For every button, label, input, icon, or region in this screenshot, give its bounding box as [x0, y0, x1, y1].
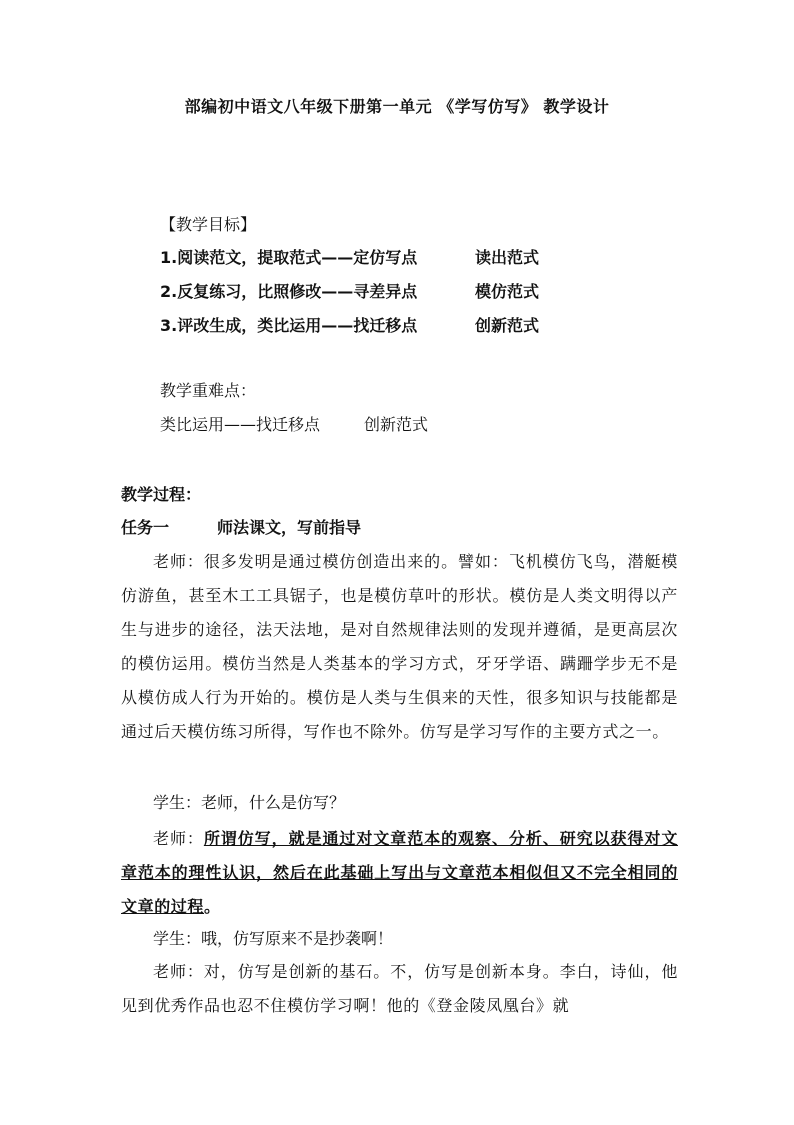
- keypoints-text: 类比运用——找迁移点: [160, 415, 321, 434]
- objective-text: 2.反复练习，比照修改——寻差异点: [160, 282, 418, 301]
- definition-speaker: 老师：: [153, 829, 204, 848]
- student-line: 学生：老师，什么是仿写？: [153, 793, 346, 812]
- objective-text: 1.阅读范文，提取范式——定仿写点: [160, 248, 418, 267]
- objectives-heading: 【教学目标】: [160, 215, 257, 234]
- teacher-paragraph: 老师：对，仿写是创新的基石。不，仿写是创新本身。李白，诗仙，他见到优秀作品也忍不住模仿学习啊！他的《登金陵凤凰台》就: [121, 962, 678, 1015]
- task-number: 任务一: [121, 518, 170, 537]
- document-title: 部编初中语文八年级下册第一单元 《学写仿写》 教学设计: [184, 97, 610, 116]
- definition-end: 。: [204, 897, 221, 916]
- task-heading: [121, 517, 361, 539]
- objective-text: 3.评改生成，类比运用——找迁移点: [160, 316, 418, 335]
- keypoints-tag: 创新范式: [364, 415, 429, 434]
- objective-tag: 读出范式: [475, 248, 540, 267]
- process-heading: 教学过程：: [121, 485, 202, 504]
- definition-paragraph: [121, 822, 678, 924]
- objective-tag: 模仿范式: [475, 282, 540, 301]
- keypoints-heading: 教学重难点：: [160, 381, 257, 400]
- teacher-paragraph: 老师：很多发明是通过模仿创造出来的。譬如：飞机模仿飞鸟，潜艇模仿游鱼，甚至木工工具锯子，也是模仿草叶的形状。模仿是人类文明得以产生与进步的途径，法天法地，是对自然规律法则的发现并遵循，是更高层次的模仿运用。模仿当然是人类基本的学习方式，牙牙学语、蹒跚学步无不是从模仿成人行为开始的。模仿是人类与生俱来的天性，很多知识与技能都是通过后天模仿练习所得，写作也不除外。仿写是学习写作的主要方式之一。: [121, 552, 678, 741]
- student-line: 学生：哦，仿写原来不是抄袭啊！: [153, 929, 394, 948]
- task-title: 师法课文，写前指导: [217, 518, 362, 537]
- objective-item: [160, 247, 539, 269]
- keypoints-line: [160, 414, 428, 436]
- objective-tag: 创新范式: [475, 316, 540, 335]
- objective-item: [160, 281, 539, 303]
- objective-item: [160, 315, 539, 337]
- definition-text: 所谓仿写，就是通过对文章范本的观察、分析、研究以获得对文章范本的理性认识，然后在此基础上写出与文章范本相似但又不完全相同的文章的过程: [121, 829, 678, 916]
